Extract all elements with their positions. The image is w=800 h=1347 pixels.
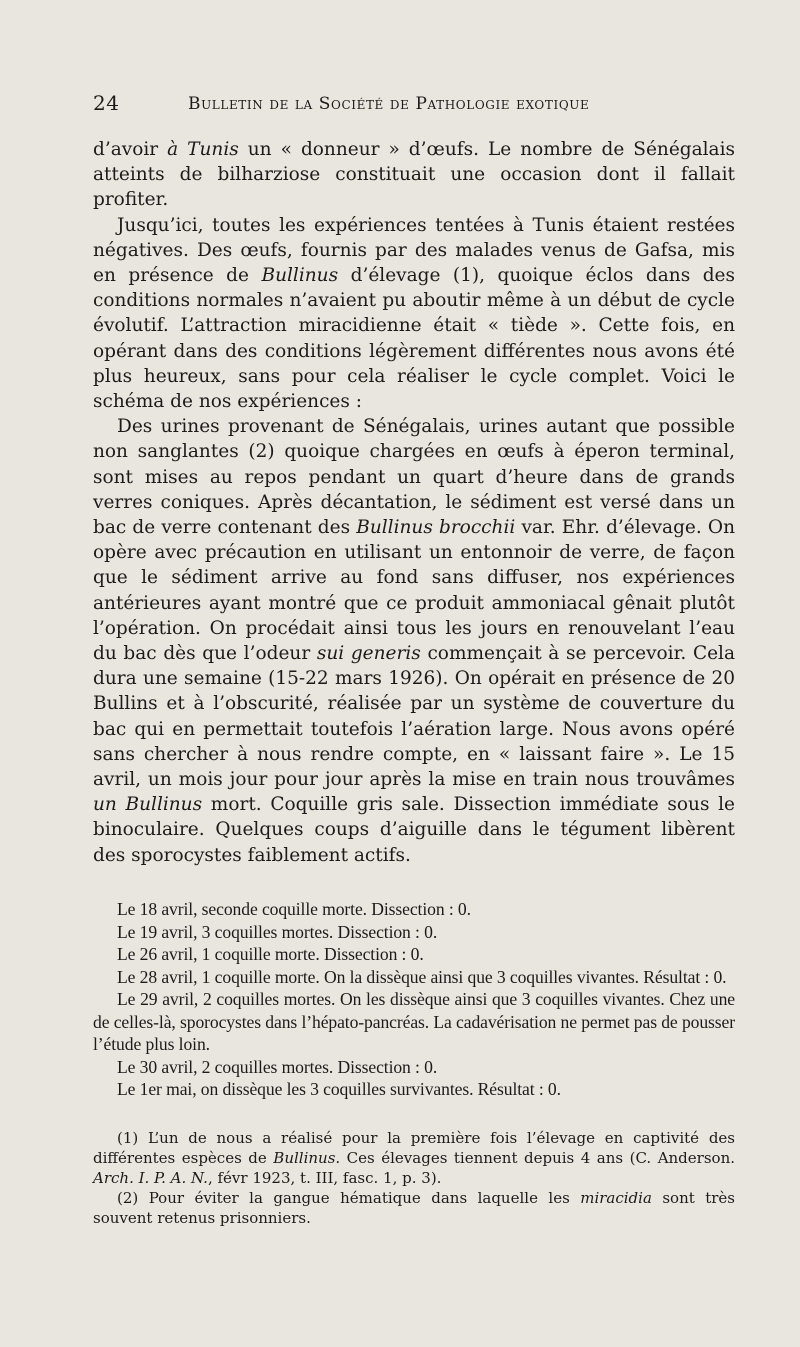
italic-run: miracidia: [580, 1189, 652, 1207]
footnotes: [93, 1128, 735, 1228]
running-title: Bulletin de la Société de Pathologie exotique: [188, 94, 590, 114]
paragraph-1: [93, 137, 735, 213]
italic-run: Bullinus brocchii: [356, 517, 516, 539]
text-run: un « donneur » d’œufs. Le nombre de Sénégalais atteints de bilharziose constituait une occasion dont il fallait profiter.: [93, 139, 735, 211]
text-run: . Ces élevages tiennent depuis 4 ans (C. Anderson.: [335, 1149, 735, 1167]
log-entry: Le 19 avril, 3 coquilles mortes. Dissection : 0.: [117, 921, 438, 942]
text-run: sont très souvent retenus prisonniers.: [93, 1189, 735, 1227]
italic-run: à Tunis: [167, 139, 239, 160]
text-run: Des urines provenant de Sénégalais, urines autant que possible non sanglantes (2) quoique chargées en œufs à éperon terminal, sont mises au repos pendant un quart d’heure dans de grands verres coniques. Après décantation, le sédiment est versé dans un bac de verre contenant des: [93, 416, 735, 539]
main-text: [93, 137, 735, 868]
log-entry: Le 1er mai, on dissèque les 3 coquilles survivantes. Résultat : 0.: [117, 1079, 561, 1099]
footnote-1: [93, 1128, 735, 1188]
italic-run: Bullinus: [261, 265, 339, 287]
text-run: (1) L’un de nous a réalisé pour la première fois l’élevage en captivité des différentes espèces de: [93, 1129, 735, 1167]
log-entry: Le 26 avril, 1 coquille morte. Dissection : 0.: [117, 944, 424, 964]
italic-run: un Bullinus: [93, 794, 203, 816]
log-entry: Le 29 avril, 2 coquilles mortes. On les dissèque ainsi que 3 coquilles vivantes. Chez une de celles-là, sporocystes dans l’hépato-pancréas. La cadavérisation ne permet pas de pousser l’étude plus loin.: [93, 989, 735, 1054]
text-run: d’avoir: [93, 139, 168, 160]
text-run: , févr 1923, t. III, fasc. 1, p. 3).: [207, 1169, 442, 1187]
footnote-2: [93, 1188, 735, 1228]
log-entry: Le 28 avril, 1 coquille morte. On la dissèque ainsi que 3 coquilles vivantes. Résultat : 0.: [117, 966, 727, 987]
text-run: d’élevage (1), quoique éclos dans des conditions normales n’avaient pu aboutir même à un début de cycle évolutif. L’attraction miracidienne était « tiède ». Cette fois, en opérant dans des conditions légèrement différentes nous avons été plus heureux, sans pour cela réaliser le cycle complet. Voici le schéma de nos expériences :: [93, 265, 735, 413]
text-run: commençait à se percevoir. Cela dura une semaine (15-22 mars 1926). On opérait en présence de 20 Bullins et à l’obscurité, réalisée par un système de couverture du bac qui en permettait toutefois l’aération large. Nous avons opéré sans chercher à nous rendre compte, en « laissant faire ». Le 15 avril, un mois jour pour jour après la mise en train nous trouvâmes: [93, 643, 735, 791]
text-run: Jusqu’ici, toutes les expériences tentées à Tunis étaient restées négatives. Des œufs, fournis par des malades venus de Gafsa, mis en présence de: [93, 214, 735, 287]
page-header: [93, 91, 733, 117]
text-run: var. Ehr. d’élevage. On opère avec précaution en utilisant un entonnoir de verre, de façon que le sédiment arrive au fond sans diffuser, nos expériences antérieures ayant montré que ce produit ammoniacal gênait plutôt l’opération. On procédait ainsi tous les jours en renouvelant l’eau du bac dès que l’odeur: [93, 517, 735, 665]
text-run: mort. Coquille gris sale. Dissection immédiate sous le binoculaire. Quelques coups d’aiguille dans le tégument libèrent des sporocystes faiblement actifs.: [93, 794, 736, 866]
log-entry: Le 18 avril, seconde coquille morte. Dissection : 0.: [117, 899, 471, 919]
log-entry: Le 30 avril, 2 coquilles mortes. Dissection : 0.: [117, 1056, 438, 1077]
text-run: (2) Pour éviter la gangue hématique dans laquelle les: [117, 1189, 581, 1207]
page-number: 24: [93, 91, 120, 115]
paragraph-2: [93, 213, 735, 415]
italic-run: Bullinus: [273, 1149, 336, 1167]
italic-run: sui generis: [316, 643, 421, 665]
italic-run: Arch. I. P. A. N.: [93, 1169, 208, 1187]
observation-log: [93, 898, 735, 1101]
paragraph-3: [93, 414, 735, 868]
